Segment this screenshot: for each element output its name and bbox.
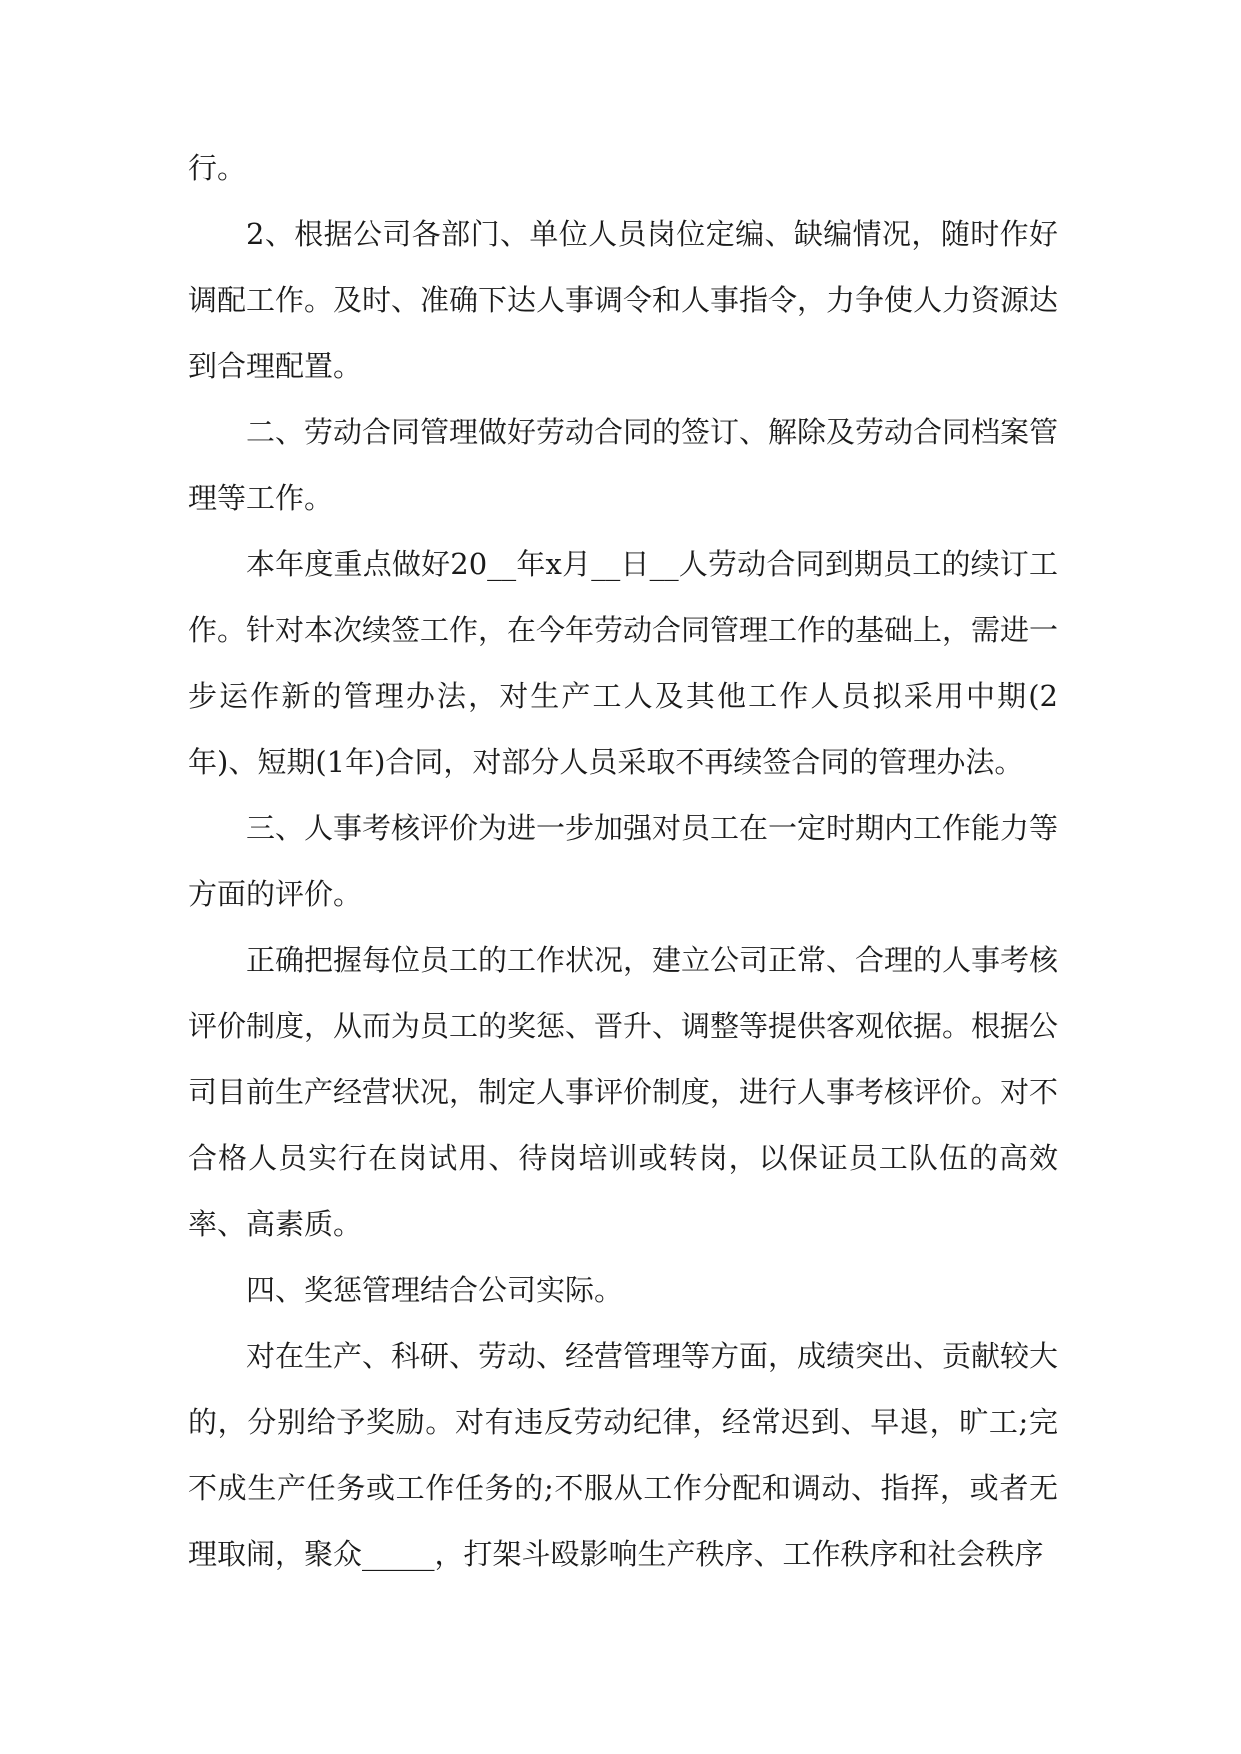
paragraph-reward-punishment: 对在生产、科研、劳动、经营管理等方面，成绩突出、贡献较大的，分别给予奖励。对有违反劳动纪律，经常迟到、早退，旷工;完不成生产任务或工作任务的;不服从工作分配和调动、指挥，或者无理取闹，聚众_____，打架斗殴影响生产秩序、工作秩序和社会秩序 — [188, 1339, 1059, 1571]
paragraph-labor-contract-heading: 二、劳动合同管理做好劳动合同的签订、解除及劳动合同档案管理等工作。 — [188, 415, 1059, 515]
paragraph-appraisal-system: 正确把握每位员工的工作状况，建立公司正常、合理的人事考核评价制度，从而为员工的奖惩、晋升、调整等提供客观依据。根据公司目前生产经营状况，制定人事评价制度，进行人事考核评价。对不合格人员实行在岗试用、待岗培训或转岗，以保证员工队伍的高效率、高素质。 — [188, 943, 1059, 1241]
document-body — [188, 135, 1058, 1587]
paragraph-reward-heading: 四、奖惩管理结合公司实际。 — [246, 1273, 624, 1307]
paragraph-appraisal-heading: 三、人事考核评价为进一步加强对员工在一定时期内工作能力等方面的评价。 — [188, 811, 1059, 911]
paragraph-contract-renewal: 本年度重点做好20__年x月__日__人劳动合同到期员工的续订工作。针对本次续签工作，在今年劳动合同管理工作的基础上，需进一步运作新的管理办法，对生产工人及其他工作人员拟采用中期(2年)、短期(1年)合同，对部分人员采取不再续签合同的管理办法。 — [188, 547, 1059, 779]
paragraph-staffing-allocation: 2、根据公司各部门、单位人员岗位定编、缺编情况，随时作好调配工作。及时、准确下达人事调令和人事指令，力争使人力资源达到合理配置。 — [188, 217, 1059, 383]
paragraph-continuation: 行。 — [188, 151, 247, 185]
